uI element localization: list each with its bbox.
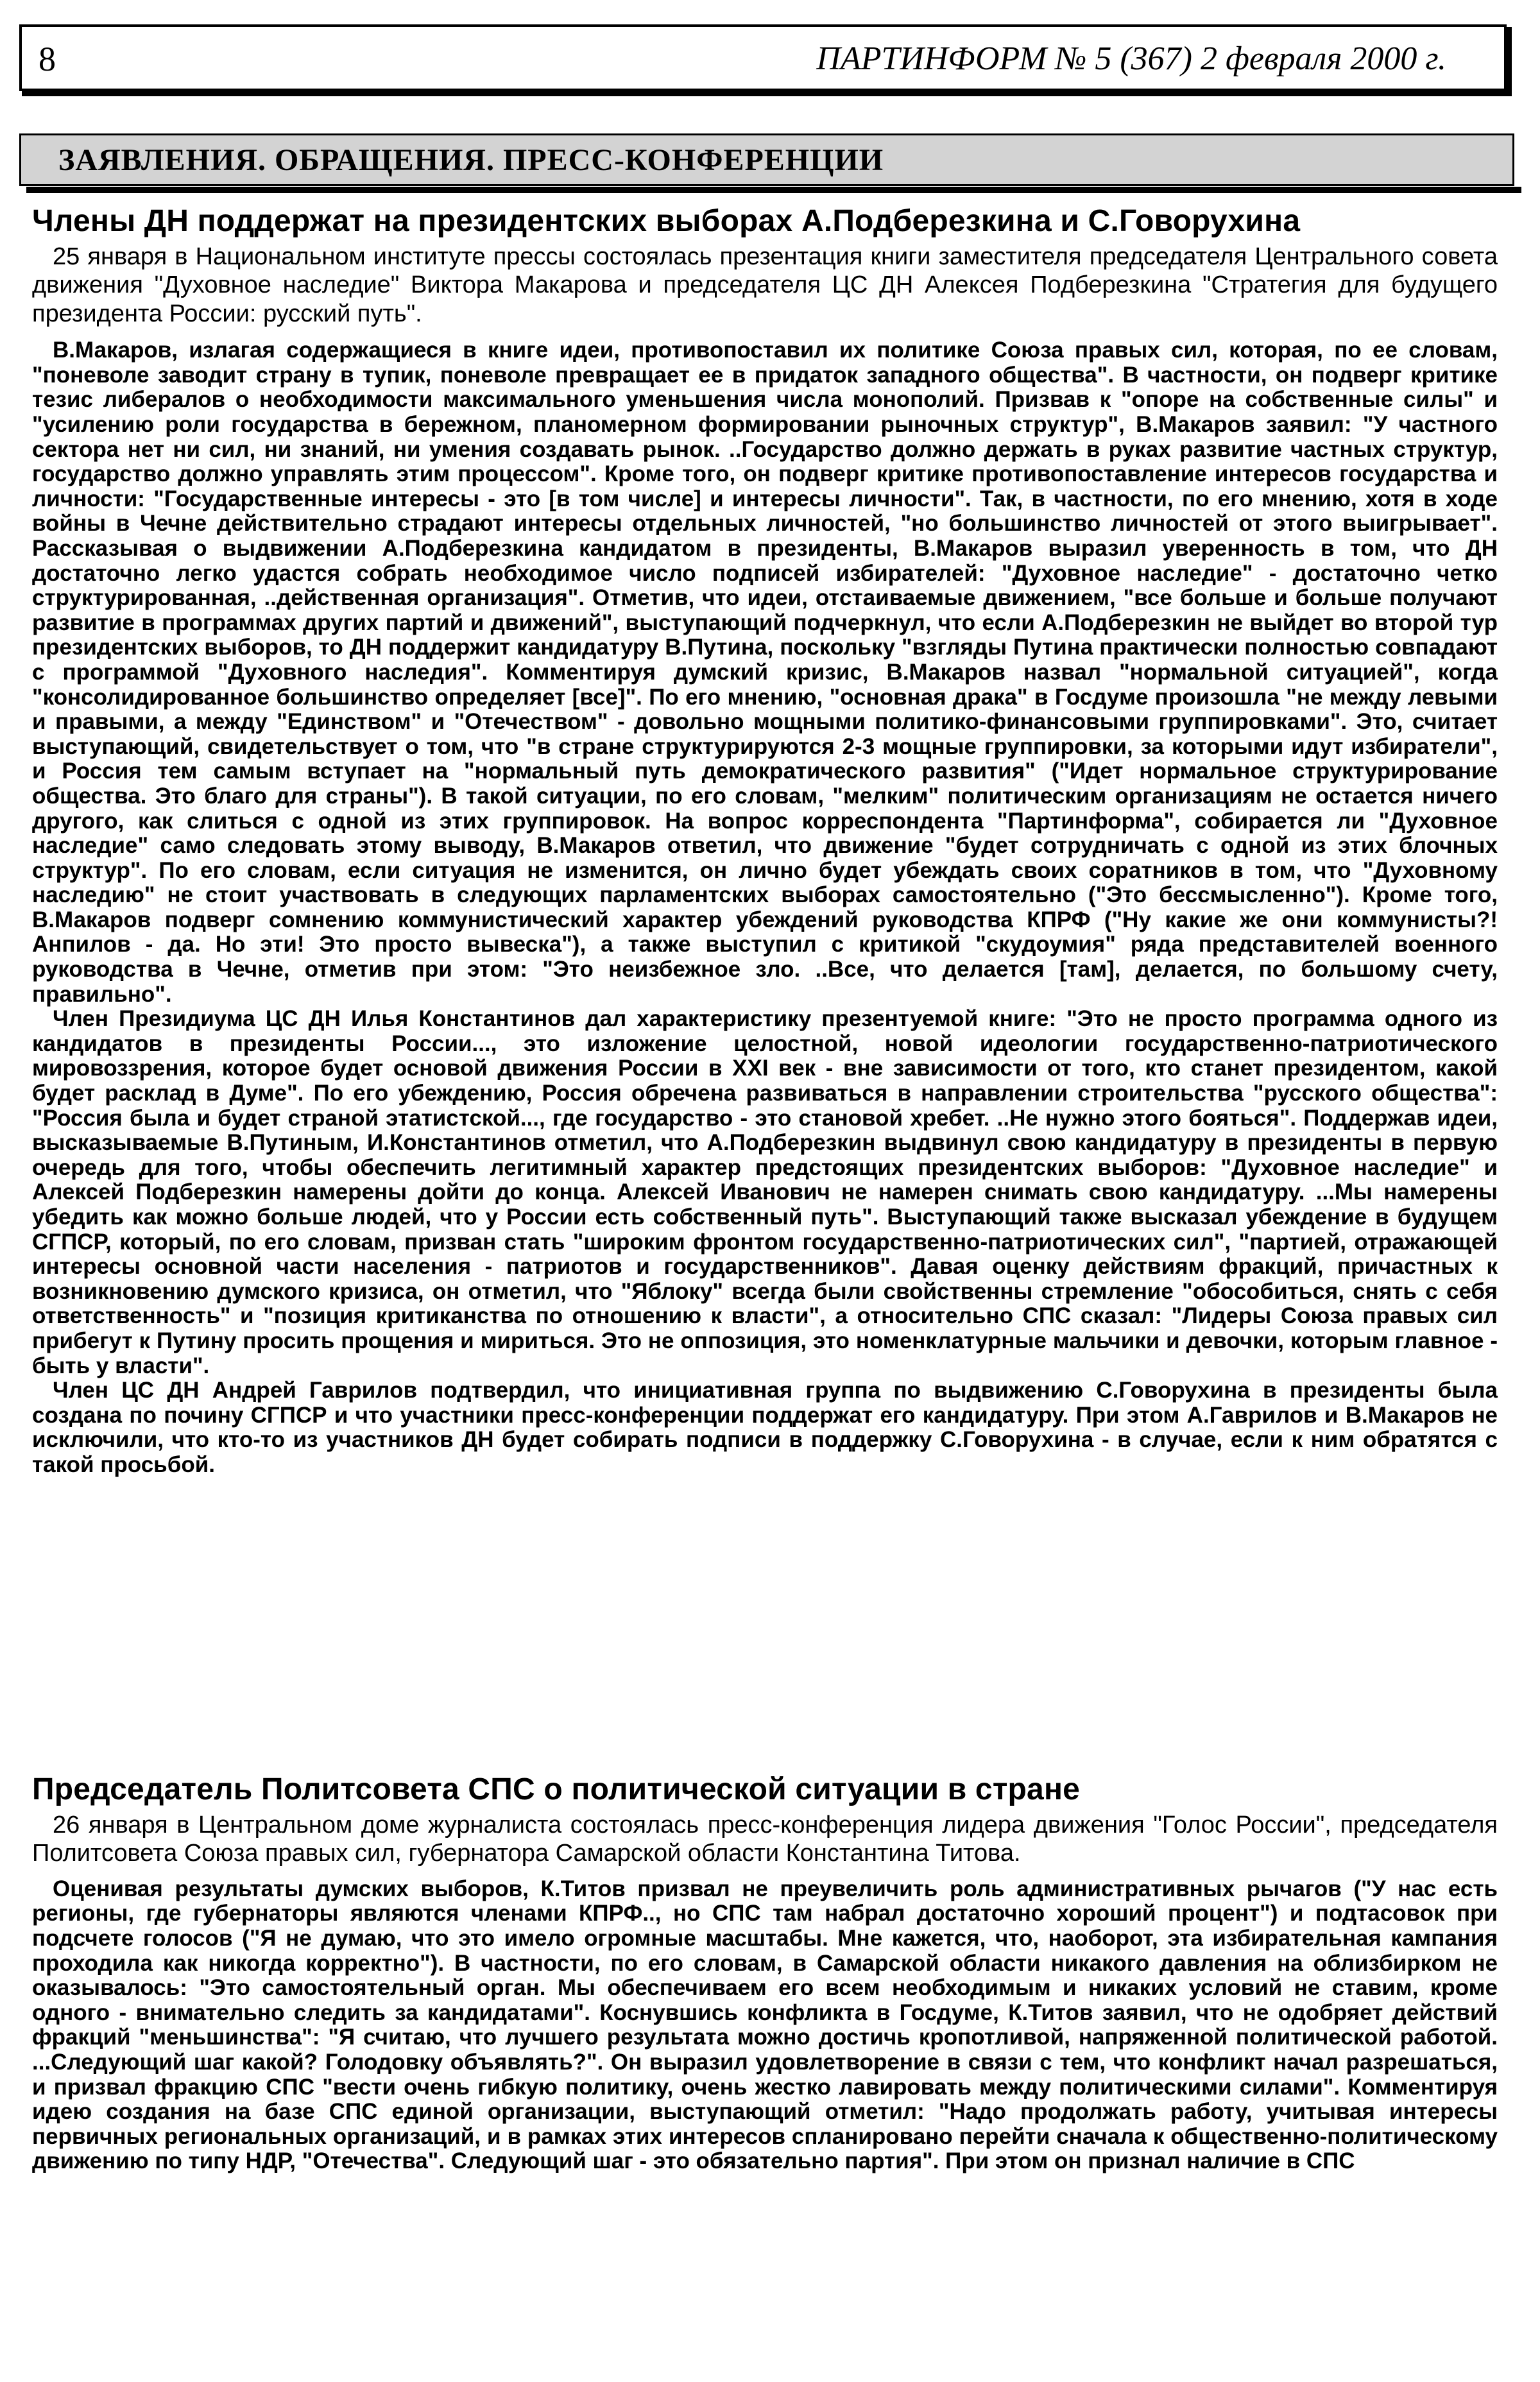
article-2-lead: 26 января в Центральном доме журналиста состоялась пресс-конференция лидера движения "Голос России", председателя Политсовета Союза правых сил, губернатора Самарской области Константина Титова. (32, 1812, 1498, 1867)
masthead: ПАРТИНФОРМ № 5 (367) 2 февраля 2000 г. (816, 40, 1446, 77)
article-1-headline: Члены ДН поддержат на президентских выборах А.Подберезкина и С.Говорухина (32, 204, 1301, 238)
article-1-paragraph: Член ЦС ДН Андрей Гаврилов подтвердил, что инициативная группа по выдвижению С.Говорухина в президенты была создана по почину СГПСР и что участники пресс-конференции поддержат его кандидатуру. При этом А.Гаврилов и В.Макаров не исключили, что кто-то из участников ДН будет собирать подписи в поддержку С.Говорухина - в случае, если к ним обратятся с такой просьбой. (32, 1378, 1498, 1477)
article-2 (32, 1772, 1498, 2174)
article-1-paragraph: В.Макаров, излагая содержащиеся в книге идеи, противопоставил их политике Союза правых сил, которая, по ее словам, "поневоле заводит страну в тупик, поневоле превращает ее в придаток западного общества". В частности, он подверг критике тезис либералов о необходимости максимального уменьшения числа монополий. Призвав к "опоре на собственные силы" и "усилению роли государства в бережном, планомерном формировании рыночных структур", В.Макаров заявил: "У частного сектора нет ни сил, ни знаний, ни умения создавать рынок. ..Государство должно держать в руках развитие частных структур, государство должно управлять этим процессом". Кроме того, он подверг критике противопоставление интересов государства и личности: "Государственные интересы - это [в том числе] и интересы личности". Так, в частности, по его мнению, хотя в ходе войны в Чечне действительно страдают интересы отдельных личностей, "но большинство личностей от этого выигрывает". Рассказывая о выдвижении А.Подберезкина кандидатом в президенты, В.Макаров выразил уверенность в том, что ДН достаточно легко удастся собрать необходимое число подписей избирателей: "Духовное наследие" - достаточно четко структурированная, ..действенная организация". Отметив, что идеи, отстаиваемые движением, "все больше и больше получают развитие в программах других партий и движений", выступающий подчеркнул, что если А.Подберезкин не выйдет во второй тур президентских выборов, то ДН поддержит кандидатуру В.Путина, поскольку "взгляды Путина практически полностью совпадают с программой "Духовного наследия". Комментируя думский кризис, В.Макаров назвал "нормальной ситуацией", когда "консолидированное большинство определяет [все]". По его мнению, "основная драка" в Госдуме произошла "не между левыми и правыми, а между "Единством" и "Отечеством" - довольно мощными политико-финансовыми группировками". Это, считает выступающий, свидетельствует о том, что "в стране структурируются 2-3 мощные группировки, за которыми идут избиратели", и Россия тем самым вступает на "нормальный путь демократического развития" ("Идет нормальное структурирование общества. Это благо для страны"). В такой ситуации, по его словам, "мелким" политическим организациям не остается ничего другого, как слиться с одной из этих группировок. На вопрос корреспондента "Партинформа", собирается ли "Духовное наследие" само следовать этому выводу, В.Макаров ответил, что движение "будет сотрудничать с одной из этих блочных структур". По его словам, если ситуация не изменится, он лично будет убеждать своих соратников в том, что "Духовному наследию" не стоит участвовать в следующих парламентских выборах самостоятельно ("Это бессмысленно"). Кроме того, В.Макаров подверг сомнению коммунистический характер убеждений руководства КПРФ ("Ну какие же они коммунисты?! Анпилов - да. Но эти! Это просто вывеска"), а также выступил с критикой "скудоумия" ряда представителей военного руководства в Чечне, отметив при этом: "Это неизбежное зло. ..Все, что делается [там], делается, по большому счету, правильно". (32, 338, 1498, 1007)
section-title: ЗАЯВЛЕНИЯ. ОБРАЩЕНИЯ. ПРЕСС-КОНФЕРЕНЦИИ (58, 143, 884, 177)
page-number: 8 (38, 40, 56, 78)
article-1 (32, 204, 1498, 1478)
section-bar (19, 133, 1514, 186)
page-header (19, 24, 1507, 91)
article-2-paragraph: Оценивая результаты думских выборов, К.Титов призвал не преувеличить роль административных рычагов ("У нас есть регионы, где губернаторы являются членами КПРФ.., но СПС там набрал достаточно хороший процент") и подтасовок при подсчете голосов ("Я не думаю, что это имело огромные масштабы. Мне кажется, что, наоборот, эта избирательная кампания проходила как никогда корректно"). В частности, по его словам, в Самарской области никакого давления на облизбирком не оказывалось: "Это самостоятельный орган. Мы обеспечиваем его всем необходимым и никаких условий не ставим, кроме одного - внимательно следить за кандидатами". Коснувшись конфликта в Госдуме, К.Титов заявил, что не одобряет действий фракций "меньшинства": "Я считаю, что лучшего результата можно достичь кропотливой, напряженной политической работой. ...Следующий шаг какой? Голодовку объявлять?". Он выразил удовлетворение в связи с тем, что конфликт начал разрешаться, и призвал фракцию СПС "вести очень гибкую политику, очень жестко лавировать между политическими силами". Комментируя идею создания на базе СПС единой организации, выступающий отметил: "Надо продолжать работу, учитывая интересы первичных региональных организаций, и в рамках этих интересов спланировано перейти сначала к общественно-политическому движению по типу НДР, "Отечества". Следующий шаг - это обязательно партия". При этом он признал наличие в СПС (32, 1876, 1498, 2174)
article-1-lead: 25 января в Национальном институте прессы состоялась презентация книги заместителя председателя Центрального совета движения "Духовное наследие" Виктора Макарова и председателя ЦС ДН Алексея Подберезкина "Стратегия для будущего президента России: русский путь". (32, 243, 1498, 327)
article-1-paragraph: Член Президиума ЦС ДН Илья Константинов дал характеристику презентуемой книге: "Это не просто программа одного из кандидатов в президенты России..., это изложение целостной, новой идеологии государственно-патриотического мировоззрения, которое будет основой движения России в XXI век - вне зависимости от того, кто станет президентом, какой будет расклад в Думе". По его убеждению, Россия обречена развиваться в направлении строительства "русского общества": "Россия была и будет страной этатистской..., где государство - это становой хребет. ..Не нужно этого бояться". Поддержав идеи, высказываемые В.Путиным, И.Константинов отметил, что А.Подберезкин выдвинул свою кандидатуру в президенты в первую очередь для того, чтобы обеспечить легитимный характер предстоящих президентских выборов: "Духовное наследие" и Алексей Подберезкин намерены дойти до конца. Алексей Иванович не намерен снимать свою кандидатуру. ...Мы намерены убедить как можно больше людей, что у России есть собственный путь". Выступающий также высказал убеждение в будущем СГПСР, который, по его словам, призван стать "широким фронтом государственно-патриотических сил", "партией, отражающей интересы основной части населения - патриотов и государственников". Давая оценку действиям фракций, причастных к возникновению думского кризиса, он отметил, что "Яблоку" всегда были свойственны стремление "обособиться, снять с себя ответственность" и "позиция критиканства по отношению к власти", а относительно СПС сказал: "Лидеры Союза правых сил прибегут к Путину просить прощения и мириться. Это не оппозиция, это номенклатурные мальчики и девочки, которым главное - быть у власти". (32, 1006, 1498, 1378)
article-2-headline: Председатель Политсовета СПС о политической ситуации в стране (32, 1772, 1081, 1806)
